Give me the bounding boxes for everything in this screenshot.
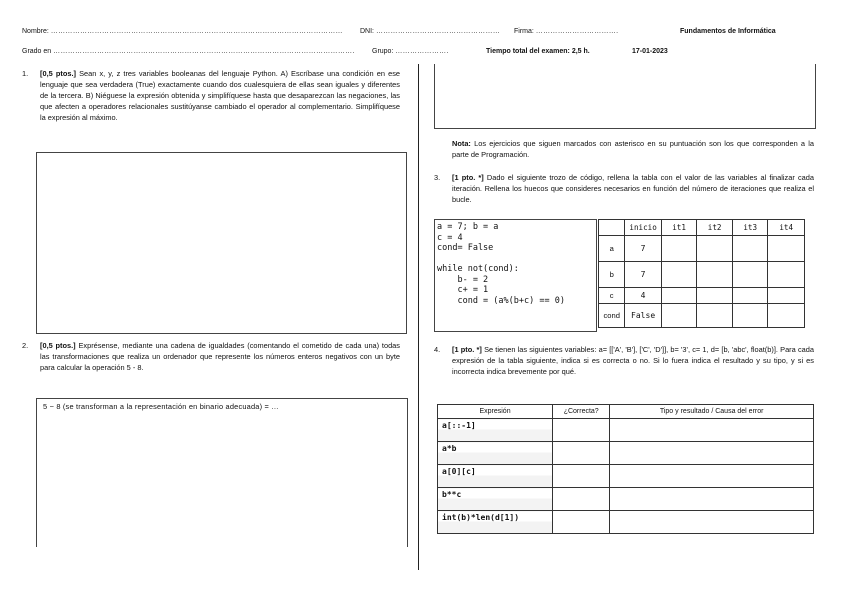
question-4 <box>452 344 814 377</box>
trace-it3-cell[interactable] <box>732 304 768 328</box>
grupo-label: Grupo: <box>372 48 394 55</box>
trace-it2-cell[interactable] <box>697 288 733 304</box>
q1-points: [0,5 ptos.] <box>40 69 76 78</box>
code-line <box>437 254 596 265</box>
nota-text: Los ejercicios que siguen marcados con asterisco en su puntuación son los que corresponden a la parte de Programación. <box>452 139 814 159</box>
expr-row <box>438 511 814 534</box>
q2-box-prompt: 5 − 8 (se transforman a la representación en binario adecuada) = … <box>43 402 279 411</box>
code-line: c = 4 <box>437 232 463 243</box>
code-line: a = 7; b = a <box>437 222 499 232</box>
trace-it2-cell[interactable] <box>697 304 733 328</box>
resultado-cell[interactable] <box>610 465 814 488</box>
column-divider <box>418 64 419 570</box>
expr-row <box>438 465 814 488</box>
trace-it4-cell[interactable] <box>768 304 805 328</box>
q1-number: 1. <box>22 69 29 78</box>
correcta-cell[interactable] <box>553 511 610 534</box>
grado-label: Grado en <box>22 48 52 55</box>
q4-text: Se tienen las siguientes variables: a= [['A', 'B'], ['C', 'D']], b= '3', c= 1, d= [b, 'abc', float(b)]. Para cada expresión de la tabla siguiente, indica si es correcta o no. Si lo fuera indica el resultado y su tipo, y si es incorrecta indica brevemente por qué. <box>452 345 814 376</box>
expr-row <box>438 442 814 465</box>
dni-blank[interactable]: …………………………………………… <box>375 28 501 35</box>
q3-text: Dado el siguiente trozo de código, rellena la tabla con el valor de las variables al finalizar cada iteración. Rellena los huecos que consideres necesarios en función del número de iteraciones que realiza el bucle. <box>452 173 814 204</box>
code-line: cond= False <box>437 243 494 253</box>
resultado-cell[interactable] <box>610 442 814 465</box>
expr-code: a*b <box>442 444 457 453</box>
trace-inicio-cell: 4 <box>625 288 661 304</box>
correcta-cell[interactable] <box>553 488 610 511</box>
trace-var-cell: b <box>599 262 625 288</box>
q2-answer-box[interactable] <box>36 398 408 547</box>
trace-header-cell: it3 <box>732 220 768 236</box>
trace-inicio-cell: 7 <box>625 262 661 288</box>
trace-inicio-cell: 7 <box>625 236 661 262</box>
q3-code <box>435 220 596 306</box>
trace-var-cell: cond <box>599 304 625 328</box>
dni-label: DNI: <box>360 28 374 35</box>
trace-header-cell: it2 <box>697 220 733 236</box>
code-line: c+ = 1 <box>437 285 489 295</box>
expr-cell <box>438 511 553 534</box>
trace-row-a <box>599 236 805 262</box>
q3-code-box <box>434 219 597 332</box>
expr-row <box>438 488 814 511</box>
exam-duration: Tiempo total del examen: 2,5 h. <box>486 48 590 55</box>
resultado-cell[interactable] <box>610 511 814 534</box>
trace-header-cell: inicio <box>625 220 661 236</box>
trace-it1-cell[interactable] <box>661 236 697 262</box>
q2-text: Exprésense, mediante una cadena de igualdades (comentando el cometido de cada una) todas las transformaciones que realiza un ordenador que represente los números enteros negativos con un byte para calcular la operación 5 - 8. <box>40 341 400 372</box>
correcta-cell[interactable] <box>553 419 610 442</box>
q4-points: [1 pto. *] <box>452 345 482 354</box>
expr-header-cell: ¿Correcta? <box>553 405 610 419</box>
expr-code: int(b)*len(d[1]) <box>442 513 520 522</box>
q1-continuation-box[interactable] <box>434 64 816 129</box>
trace-var-cell: c <box>599 288 625 304</box>
expr-code: b**c <box>442 490 462 499</box>
expr-cell <box>438 465 553 488</box>
q3-trace-table <box>598 219 805 328</box>
q3-number: 3. <box>434 173 441 182</box>
q1-text: Sean x, y, z tres variables booleanas del lenguaje Python. A) Escríbase una condición en ese lenguaje que sea verdadera (True) exactamente cuando dos cualesquiera de ellas sean iguales y diferentes de la tercera. B) Niéguese la expresión obtenida y simplifíquese hasta que desaparezcan las negaciones, las que afecten a operadores relacionales sustitúyanse cambiado el operador al complementario. Simplifíquese la expresión al máximo. <box>40 69 400 122</box>
correcta-cell[interactable] <box>553 442 610 465</box>
nombre-field <box>22 28 343 35</box>
trace-it3-cell[interactable] <box>732 288 768 304</box>
expr-cell <box>438 488 553 511</box>
trace-header-cell <box>599 220 625 236</box>
question-2 <box>40 340 400 373</box>
trace-it2-cell[interactable] <box>697 262 733 288</box>
grupo-field <box>372 48 449 55</box>
question-1 <box>40 68 400 123</box>
code-line: b- = 2 <box>437 274 489 285</box>
expr-code: a[::-1] <box>442 421 476 430</box>
nombre-blank[interactable]: ………………………………………………………………………………………………………… <box>50 28 343 35</box>
trace-row-b <box>599 262 805 288</box>
grado-field <box>22 48 355 55</box>
expr-row <box>438 419 814 442</box>
q4-table-header-row <box>438 405 814 419</box>
trace-row-c <box>599 288 805 304</box>
q2-number: 2. <box>22 341 29 350</box>
firma-label: Firma: <box>514 28 534 35</box>
trace-it4-cell[interactable] <box>768 236 805 262</box>
q1-answer-box[interactable] <box>36 152 407 334</box>
trace-it1-cell[interactable] <box>661 304 697 328</box>
expr-header-cell: Expresión <box>438 405 553 419</box>
code-line: while not(cond): <box>437 264 519 274</box>
course-title: Fundamentos de Informática <box>680 28 776 35</box>
nota <box>452 138 814 160</box>
trace-var-cell: a <box>599 236 625 262</box>
trace-inicio-cell: False <box>625 304 661 328</box>
nombre-label: Nombre: <box>22 28 49 35</box>
trace-it1-cell[interactable] <box>661 288 697 304</box>
q2-points: [0,5 ptos.] <box>40 341 76 350</box>
firma-field <box>514 28 618 35</box>
grado-blank[interactable]: ……………………………………………………………………………………………………………. <box>53 48 355 55</box>
trace-it4-cell[interactable] <box>768 262 805 288</box>
nota-label: Nota: <box>452 139 471 148</box>
trace-header-cell: it1 <box>661 220 697 236</box>
trace-row-cond <box>599 304 805 328</box>
code-line: cond = (a%(b+c) == 0) <box>437 295 565 306</box>
expr-code: a[0][c] <box>442 467 476 476</box>
expr-cell <box>438 419 553 442</box>
dni-field <box>360 28 500 35</box>
resultado-cell[interactable] <box>610 419 814 442</box>
q4-expressions-table <box>437 404 814 534</box>
trace-it4-cell[interactable] <box>768 288 805 304</box>
q4-number: 4. <box>434 345 441 354</box>
q3-points: [1 pto. *] <box>452 173 484 182</box>
correcta-cell[interactable] <box>553 465 610 488</box>
trace-it3-cell[interactable] <box>732 236 768 262</box>
q3-trace-header-row <box>599 220 805 236</box>
grupo-blank[interactable]: …………………. <box>395 48 449 55</box>
trace-it3-cell[interactable] <box>732 262 768 288</box>
expr-cell <box>438 442 553 465</box>
trace-it1-cell[interactable] <box>661 262 697 288</box>
expr-header-cell: Tipo y resultado / Causa del error <box>610 405 814 419</box>
trace-it2-cell[interactable] <box>697 236 733 262</box>
resultado-cell[interactable] <box>610 488 814 511</box>
exam-date: 17-01-2023 <box>632 48 668 55</box>
firma-blank[interactable]: ……………………………. <box>535 28 619 35</box>
question-3 <box>452 172 814 205</box>
trace-header-cell: it4 <box>768 220 805 236</box>
